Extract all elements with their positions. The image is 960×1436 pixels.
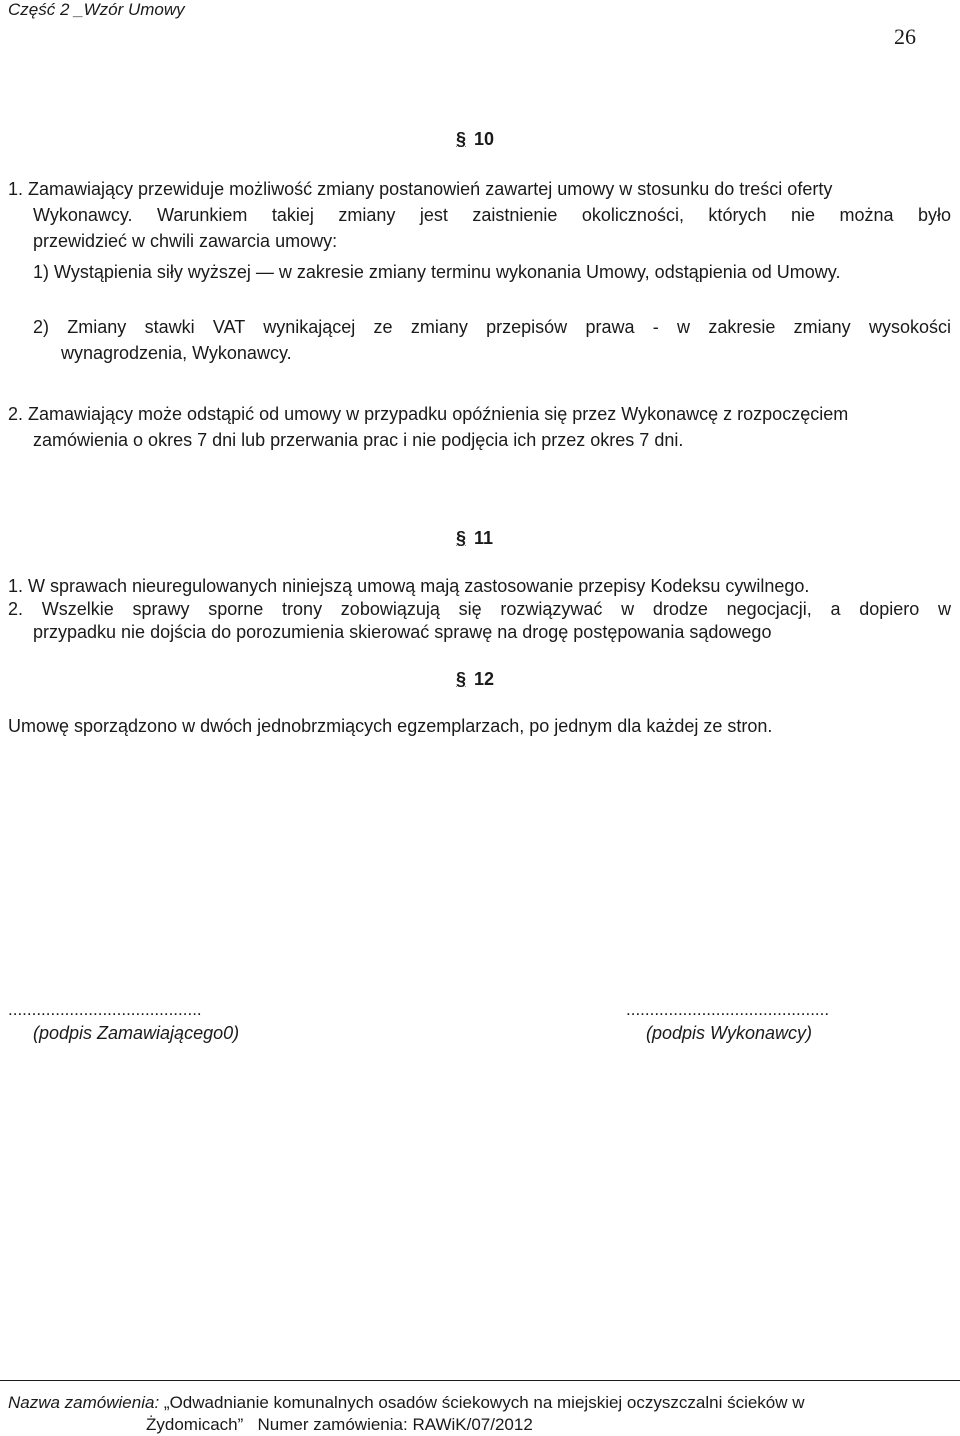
- footer-divider: [0, 1380, 960, 1381]
- footer-name-value-part2: Żydomicach”: [146, 1415, 244, 1434]
- document-part-title: Część 2 _Wzór Umowy: [8, 0, 185, 19]
- s12-paragraph1: Umowę sporządzono w dwóch jednobrzmiących egzemplarzach, po jednym dla każdej ze stron.: [8, 716, 773, 736]
- section-number: 12: [474, 669, 495, 689]
- s10-paragraph2-line1: 2. Zamawiający może odstąpić od umowy w przypadku opóźnienia się przez Wykonawcę z rozpoczęciem: [8, 404, 849, 424]
- s10-paragraph1-line3: przewidzieć w chwili zawarcia umowy:: [33, 231, 338, 251]
- footer-number-label: Numer zamówienia:: [257, 1415, 408, 1434]
- signature-line-right: ...........................................: [626, 1000, 830, 1019]
- s10-item2-line1: 2) Zmiany stawki VAT wynikającej ze zmiany przepisów prawa - w zakresie zmiany wysokości: [33, 317, 951, 337]
- footer-line1: [8, 1392, 805, 1414]
- footer-line2: [146, 1414, 533, 1436]
- s10-paragraph1-line1: 1. Zamawiający przewiduje możliwość zmiany postanowień zawartej umowy w stosunku do treści oferty: [8, 179, 833, 199]
- s11-paragraph2-line1: 2. Wszelkie sprawy sporne trony zobowiązują się rozwiązywać w drodze negocjacji, a dopiero w: [8, 599, 951, 619]
- section-symbol: §: [456, 528, 467, 548]
- section-12-heading: [456, 669, 494, 690]
- section-symbol: §: [456, 129, 467, 149]
- footer-name-label: Nazwa zamówienia:: [8, 1393, 160, 1412]
- s10-item1: 1) Wystąpienia siły wyższej — w zakresie zmiany terminu wykonania Umowy, odstąpienia od Umowy.: [33, 262, 841, 282]
- signature-label-left: (podpis Zamawiającego0): [33, 1023, 240, 1043]
- s11-paragraph1: 1. W sprawach nieuregulowanych niniejszą umową mają zastosowanie przepisy Kodeksu cywilnego.: [8, 576, 810, 596]
- page-number: 26: [894, 24, 916, 49]
- section-11-heading: [456, 528, 493, 549]
- section-symbol: §: [456, 669, 467, 689]
- footer-name-value-part1: „Odwadnianie komunalnych osadów ściekowych na miejskiej oczyszczalni ścieków w: [163, 1393, 805, 1412]
- signature-line-left: .........................................: [8, 1000, 202, 1019]
- s10-paragraph1-line2: Wykonawcy. Warunkiem takiej zmiany jest zaistnienie okoliczności, których nie można było: [33, 205, 951, 225]
- section-number: 11: [474, 528, 494, 548]
- s10-item2-line2: wynagrodzenia, Wykonawcy.: [61, 343, 292, 363]
- s11-paragraph2-line2: przypadku nie dojścia do porozumienia skierować sprawę na drogę postępowania sądowego: [33, 622, 772, 642]
- signature-label-right: (podpis Wykonawcy): [646, 1023, 813, 1043]
- section-number: 10: [474, 129, 495, 149]
- s10-paragraph2-line2: zamówienia o okres 7 dni lub przerwania prac i nie podjęcia ich przez okres 7 dni.: [33, 430, 684, 450]
- footer-number-value: RAWiK/07/2012: [412, 1415, 533, 1434]
- section-10-heading: [456, 129, 494, 150]
